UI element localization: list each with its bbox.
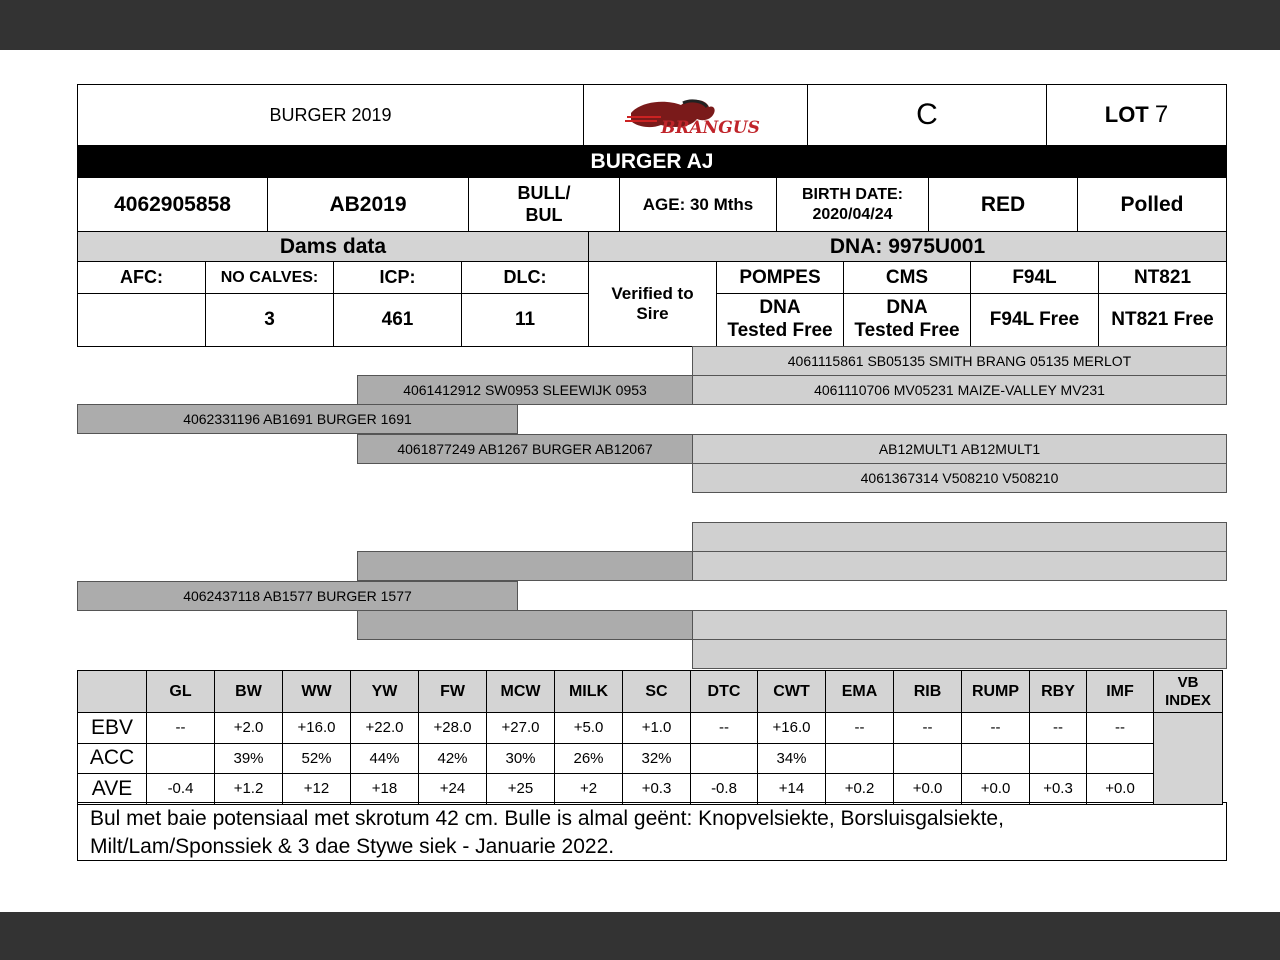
ebv-cell: +0.2 — [825, 773, 894, 805]
comment-line1: Bul met baie potensiaal met skrotum 42 cm. Bulle is almal geënt: Knopvelsiekte, Borsluisgalsiekte, — [90, 807, 1004, 830]
ebv-cell: +2 — [554, 773, 623, 805]
ebv-cell: +16.0 — [282, 712, 351, 744]
ebv-cell: 44% — [350, 743, 419, 775]
vb-line1: VB — [1177, 673, 1199, 691]
ebv-cell: +2.0 — [214, 712, 283, 744]
pedigree-sire-dam-sire: AB12MULT1 AB12MULT1 — [692, 434, 1227, 464]
animal-age: AGE: 30 Mths — [619, 177, 777, 232]
ebv-row-label-ave: AVE — [77, 773, 147, 805]
calves-label: NO CALVES: — [205, 261, 334, 294]
ebv-cell — [1029, 743, 1087, 775]
ebv-header-corner — [77, 670, 147, 713]
ebv-col-header-rump: RUMP — [961, 670, 1030, 713]
ebv-cell: 32% — [622, 743, 691, 775]
verified-to-sire — [588, 261, 717, 347]
cms-result-line1: DNA — [886, 297, 928, 319]
birth-label: BIRTH DATE: — [801, 186, 904, 204]
dna-title: DNA: 9975U001 — [588, 231, 1227, 262]
sex-line1: BULL/ — [517, 182, 571, 203]
ebv-cell: -- — [146, 712, 215, 744]
ebv-cell: -- — [893, 712, 962, 744]
birth-date — [776, 177, 929, 232]
ebv-cell: +27.0 — [486, 712, 555, 744]
ebv-cell: +28.0 — [418, 712, 487, 744]
ebv-cell: 39% — [214, 743, 283, 775]
afc-label: AFC: — [77, 261, 206, 294]
ebv-cell — [825, 743, 894, 775]
animal-reg: AB2019 — [267, 177, 469, 232]
pedigree-dam-sire — [357, 551, 693, 581]
ebv-cell: +0.3 — [622, 773, 691, 805]
comment-box — [77, 802, 1227, 861]
pedigree-dam: 4062437118 AB1577 BURGER 1577 — [77, 581, 518, 611]
ebv-col-header-fw: FW — [418, 670, 487, 713]
animal-sex — [468, 177, 620, 232]
ebv-vb-index-header — [1153, 670, 1223, 713]
ebv-cell: 34% — [757, 743, 826, 775]
dlc-label: DLC: — [461, 261, 589, 294]
ebv-cell: -- — [690, 712, 758, 744]
ebv-cell: +16.0 — [757, 712, 826, 744]
ebv-cell: -0.8 — [690, 773, 758, 805]
ebv-col-header-rby: RBY — [1029, 670, 1087, 713]
ebv-cell: -- — [1029, 712, 1087, 744]
afc-value — [77, 293, 206, 347]
icp-value: 461 — [333, 293, 462, 347]
ebv-cell — [893, 743, 962, 775]
pedigree-dam-sire-dam — [692, 551, 1227, 581]
lot — [1046, 84, 1227, 146]
ebv-cell: 26% — [554, 743, 623, 775]
ebv-cell: +0.0 — [961, 773, 1030, 805]
ebv-col-header-milk: MILK — [554, 670, 623, 713]
ebv-col-header-rib: RIB — [893, 670, 962, 713]
ebv-col-header-ww: WW — [282, 670, 351, 713]
bottom-bar — [0, 912, 1280, 960]
ebv-col-header-cwt: CWT — [757, 670, 826, 713]
test-name-pompes: POMPES — [716, 261, 844, 294]
animal-colour: RED — [928, 177, 1078, 232]
ebv-cell — [690, 743, 758, 775]
ebv-col-header-gl: GL — [146, 670, 215, 713]
svg-text:BRANGUS: BRANGUS — [660, 118, 760, 138]
dams-data-title: Dams data — [77, 231, 589, 262]
ebv-cell — [961, 743, 1030, 775]
top-bar — [0, 0, 1280, 50]
test-result-f94l: F94L Free — [970, 293, 1099, 347]
breeder-title: BURGER 2019 — [77, 84, 584, 146]
ebv-col-header-bw: BW — [214, 670, 283, 713]
verified-line1: Verified to — [611, 283, 694, 303]
comment-line2: Milt/Lam/Sponssiek & 3 dae Stywe siek - Januarie 2022. — [90, 835, 615, 858]
pedigree-sire: 4062331196 AB1691 BURGER 1691 — [77, 404, 518, 434]
ebv-cell: +18 — [350, 773, 419, 805]
test-result-pompes — [716, 293, 844, 347]
test-name-f94l: F94L — [970, 261, 1099, 294]
pompes-result-line1: DNA — [759, 297, 801, 319]
ebv-cell: 30% — [486, 743, 555, 775]
pedigree-sire-sire-dam: 4061110706 MV05231 MAIZE-VALLEY MV231 — [692, 375, 1227, 405]
ebv-cell: +1.0 — [622, 712, 691, 744]
dlc-value: 11 — [461, 293, 589, 347]
lot-label: LOT — [1104, 102, 1149, 127]
ebv-col-header-mcw: MCW — [486, 670, 555, 713]
ebv-row-label-ebv: EBV — [77, 712, 147, 744]
ebv-cell: 42% — [418, 743, 487, 775]
pedigree-dam-dam-sire — [692, 610, 1227, 640]
animal-id: 4062905858 — [77, 177, 268, 232]
ebv-col-header-imf: IMF — [1086, 670, 1154, 713]
ebv-col-header-yw: YW — [350, 670, 419, 713]
ebv-cell: +5.0 — [554, 712, 623, 744]
pedigree-sire-sire: 4061412912 SW0953 SLEEWIJK 0953 — [357, 375, 693, 405]
lot-number: 7 — [1154, 101, 1169, 128]
pompes-result-line2: Tested Free — [727, 320, 833, 341]
test-name-nt821: NT821 — [1098, 261, 1227, 294]
ebv-vb-index-value — [1153, 712, 1223, 805]
ebv-cell: +1.2 — [214, 773, 283, 805]
pedigree-dam-dam-dam — [692, 639, 1227, 669]
animal-horn: Polled — [1077, 177, 1227, 232]
ebv-cell: +24 — [418, 773, 487, 805]
ebv-cell: -- — [825, 712, 894, 744]
ebv-cell: -- — [1086, 712, 1154, 744]
pedigree-dam-dam — [357, 610, 693, 640]
pedigree-dam-sire-sire — [692, 522, 1227, 552]
ebv-col-header-sc: SC — [622, 670, 691, 713]
pedigree-sire-dam: 4061877249 AB1267 BURGER AB12067 — [357, 434, 693, 464]
verified-line2: Sire — [636, 304, 669, 323]
ebv-cell — [146, 743, 215, 775]
ebv-cell: +22.0 — [350, 712, 419, 744]
ebv-cell: +25 — [486, 773, 555, 805]
vb-line2: INDEX — [1165, 691, 1211, 709]
birth-value: 2020/04/24 — [812, 205, 893, 223]
ebv-col-header-ema: EMA — [825, 670, 894, 713]
ebv-cell: +0.0 — [893, 773, 962, 805]
ebv-cell: -- — [961, 712, 1030, 744]
ebv-cell: +0.3 — [1029, 773, 1087, 805]
ebv-row-label-acc: ACC — [77, 743, 147, 775]
test-result-nt821: NT821 Free — [1098, 293, 1227, 347]
grade: C — [807, 84, 1047, 146]
calves-value: 3 — [205, 293, 334, 347]
ebv-cell: +12 — [282, 773, 351, 805]
animal-name: BURGER AJ — [77, 146, 1227, 178]
pedigree-sire-sire-sire: 4061115861 SB05135 SMITH BRANG 05135 MERLOT — [692, 346, 1227, 376]
ebv-col-header-dtc: DTC — [690, 670, 758, 713]
cms-result-line2: Tested Free — [854, 320, 960, 341]
ebv-cell: -0.4 — [146, 773, 215, 805]
icp-label: ICP: — [333, 261, 462, 294]
sex-line2: BUL — [525, 204, 563, 225]
test-name-cms: CMS — [843, 261, 971, 294]
pedigree-sire-dam-dam: 4061367314 V508210 V508210 — [692, 463, 1227, 493]
test-result-cms — [843, 293, 971, 347]
ebv-cell: 52% — [282, 743, 351, 775]
ebv-cell: +14 — [757, 773, 826, 805]
ebv-cell — [1086, 743, 1154, 775]
bull-logo-icon — [621, 91, 771, 139]
brangus-logo — [583, 84, 808, 146]
ebv-cell: +0.0 — [1086, 773, 1154, 805]
